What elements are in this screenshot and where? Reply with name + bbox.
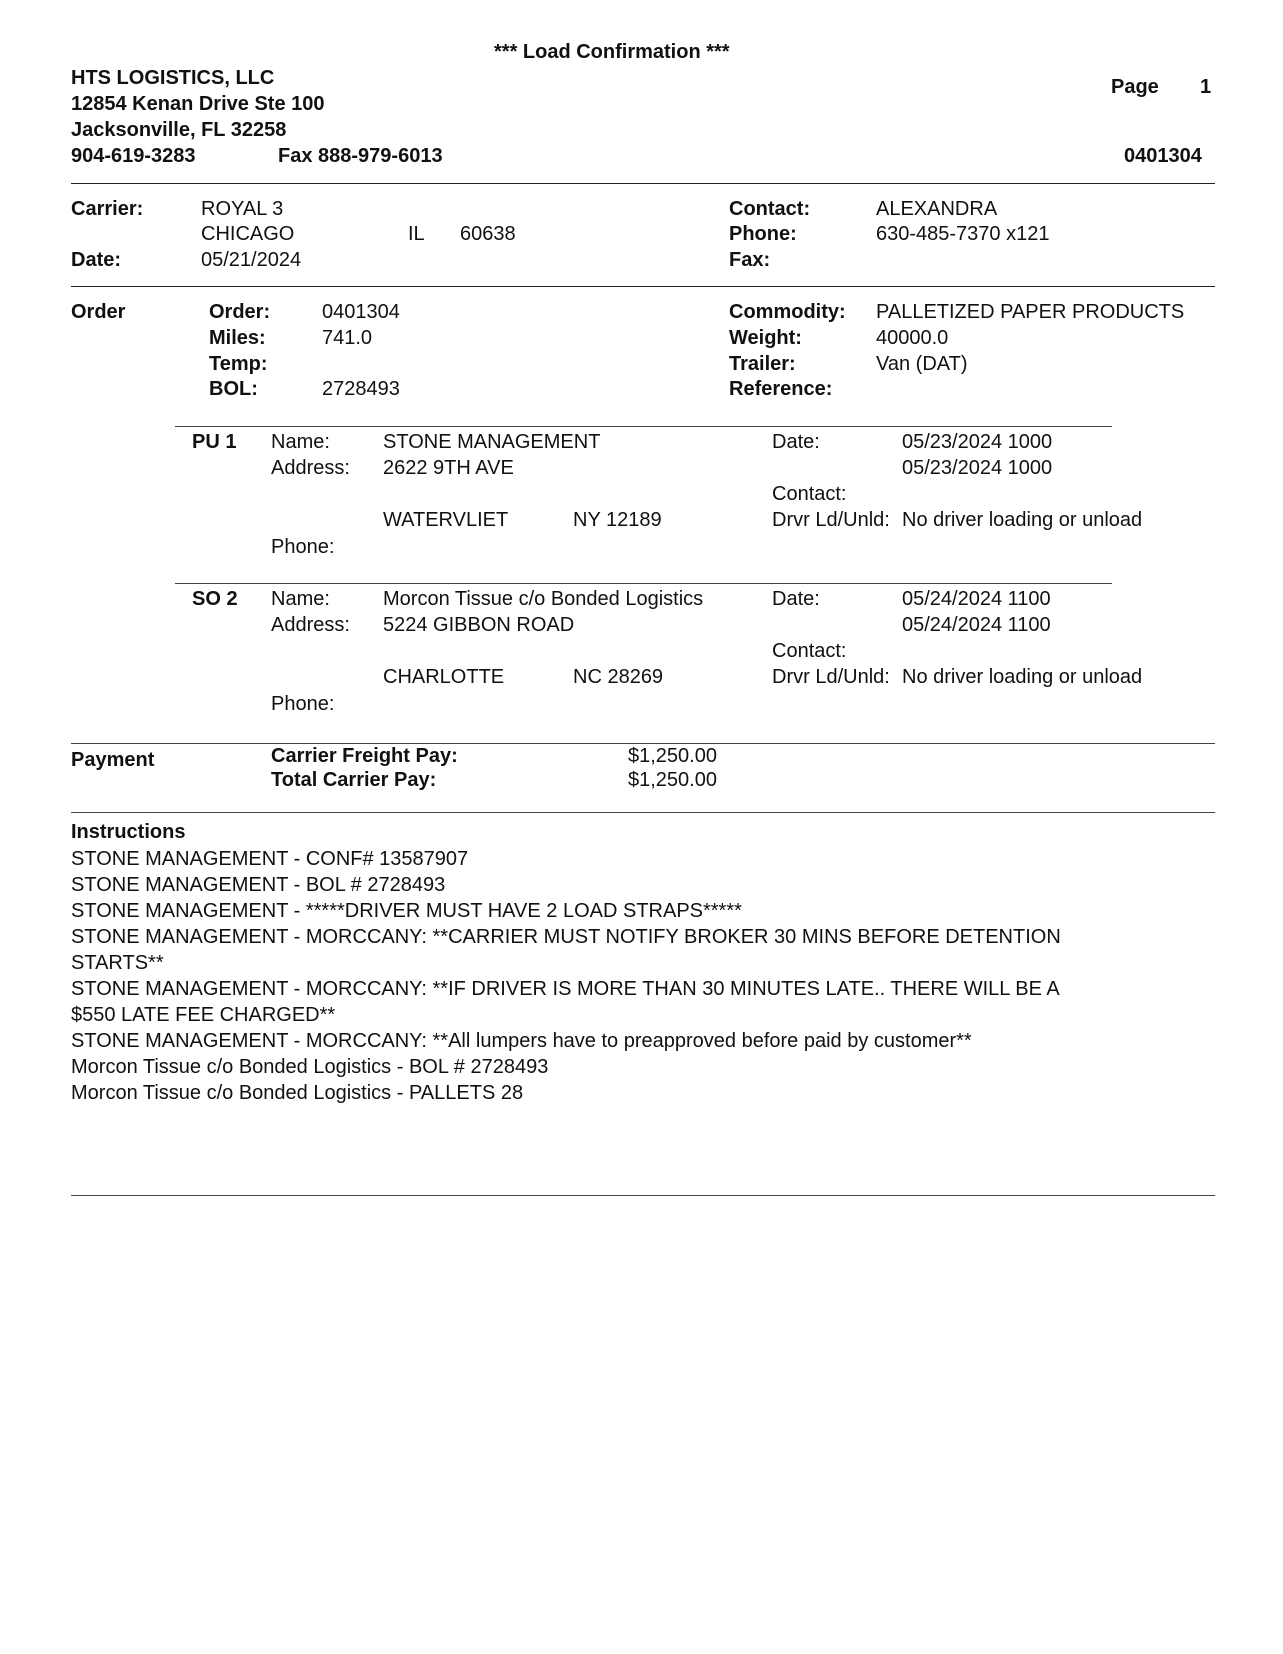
stop-state-zip: NC 28269	[573, 666, 664, 688]
stop-drvr-label: Drvr Ld/Unld:	[772, 509, 890, 531]
date-label: Date:	[71, 249, 122, 271]
stop-code: SO 2	[192, 588, 238, 610]
order-number: 0401304	[322, 301, 400, 323]
freight-pay-value: $1,250.00	[628, 745, 717, 767]
company-name: HTS LOGISTICS, LLC	[71, 67, 275, 89]
total-pay-label: Total Carrier Pay:	[271, 769, 437, 791]
phone-label: Phone:	[729, 223, 797, 245]
footer-divider	[71, 1195, 1215, 1196]
company-address-line2: Jacksonville, FL 32258	[71, 119, 287, 141]
freight-pay-label: Carrier Freight Pay:	[271, 745, 458, 767]
instructions-title: Instructions	[71, 821, 186, 843]
header-divider	[71, 183, 1215, 184]
stop-date-end: 05/24/2024 1100	[902, 614, 1051, 636]
instruction-line: STONE MANAGEMENT - MORCCANY: **IF DRIVER IS MORE THAN 30 MINUTES LATE.. THERE WILL BE A	[71, 978, 1060, 1000]
stop-date-start: 05/23/2024 1000	[902, 431, 1053, 453]
company-phone: 904-619-3283	[71, 145, 196, 167]
document-title: *** Load Confirmation ***	[494, 41, 730, 63]
stop-address-label: Address:	[271, 457, 350, 479]
stop-name-label: Name:	[271, 588, 330, 610]
carrier-city: CHICAGO	[201, 223, 295, 245]
stop-address: 2622 9TH AVE	[383, 457, 514, 479]
stop-code: PU 1	[192, 431, 237, 453]
commodity-label: Commodity:	[729, 301, 846, 323]
stop-date-end: 05/23/2024 1000	[902, 457, 1053, 479]
instruction-line: Morcon Tissue c/o Bonded Logistics - BOL # 2728493	[71, 1056, 549, 1078]
order-section-label: Order	[71, 301, 126, 323]
stop-date-start: 05/24/2024 1100	[902, 588, 1051, 610]
trailer-label: Trailer:	[729, 353, 796, 375]
carrier-divider	[71, 286, 1215, 287]
stop-address-label: Address:	[271, 614, 350, 636]
page-label: Page	[1111, 76, 1159, 98]
carrier-phone: 630-485-7370 x121	[876, 223, 1050, 245]
carrier-zip: 60638	[460, 223, 516, 245]
instructions-divider	[71, 812, 1215, 813]
stop-drvr-value: No driver loading or unload	[902, 666, 1143, 688]
instruction-line: STONE MANAGEMENT - CONF# 13587907	[71, 848, 469, 870]
carrier-name: ROYAL 3	[201, 198, 284, 220]
weight-value: 40000.0	[876, 327, 949, 349]
bol-value: 2728493	[322, 378, 400, 400]
miles-label: Miles:	[209, 327, 266, 349]
instruction-line: STONE MANAGEMENT - *****DRIVER MUST HAVE 2 LOAD STRAPS*****	[71, 900, 742, 922]
commodity-value: PALLETIZED PAPER PRODUCTS	[876, 301, 1185, 323]
contact-label: Contact:	[729, 198, 811, 220]
stop-date-label: Date:	[772, 588, 820, 610]
carrier-contact: ALEXANDRA	[876, 198, 998, 220]
stop-name: Morcon Tissue c/o Bonded Logistics	[383, 588, 704, 610]
stop-city: CHARLOTTE	[383, 666, 505, 688]
stop-state-zip: NY 12189	[573, 509, 662, 531]
instruction-line: STONE MANAGEMENT - MORCCANY: **All lumpers have to preapproved before paid by customer**	[71, 1030, 972, 1052]
carrier-state: IL	[408, 223, 425, 245]
instructions-list	[71, 846, 1061, 1106]
temp-label: Temp:	[209, 353, 268, 375]
stop-drvr-label: Drvr Ld/Unld:	[772, 666, 890, 688]
instruction-line: STARTS**	[71, 952, 164, 974]
stop-date-label: Date:	[772, 431, 820, 453]
stop-contact-label: Contact:	[772, 640, 847, 662]
trailer-value: Van (DAT)	[876, 353, 968, 375]
stop-address: 5224 GIBBON ROAD	[383, 614, 575, 636]
load-number: 0401304	[1124, 145, 1202, 167]
page-number: 1	[1200, 76, 1212, 98]
stop-name-label: Name:	[271, 431, 330, 453]
stop-contact-label: Contact:	[772, 483, 847, 505]
stop-drvr-value: No driver loading or unload	[902, 509, 1143, 531]
stop-divider	[175, 583, 1112, 584]
instruction-line: STONE MANAGEMENT - BOL # 2728493	[71, 874, 446, 896]
instruction-line: Morcon Tissue c/o Bonded Logistics - PALLETS 28	[71, 1082, 524, 1104]
bol-label: BOL:	[209, 378, 258, 400]
carrier-label: Carrier:	[71, 198, 144, 220]
miles-value: 741.0	[322, 327, 373, 349]
reference-label: Reference:	[729, 378, 833, 400]
stop-city: WATERVLIET	[383, 509, 509, 531]
instruction-line: STONE MANAGEMENT - MORCCANY: **CARRIER MUST NOTIFY BROKER 30 MINS BEFORE DETENTION	[71, 926, 1061, 948]
weight-label: Weight:	[729, 327, 802, 349]
company-address-line1: 12854 Kenan Drive Ste 100	[71, 93, 325, 115]
confirmation-date: 05/21/2024	[201, 249, 302, 271]
payment-section-label: Payment	[71, 749, 155, 771]
company-fax: Fax 888-979-6013	[278, 145, 443, 167]
stop-phone-label: Phone:	[271, 693, 335, 715]
total-pay-value: $1,250.00	[628, 769, 717, 791]
order-label: Order:	[209, 301, 271, 323]
fax-label: Fax:	[729, 249, 771, 271]
stop-divider	[175, 426, 1112, 427]
stop-name: STONE MANAGEMENT	[383, 431, 601, 453]
stop-phone-label: Phone:	[271, 536, 335, 558]
instruction-line: $550 LATE FEE CHARGED**	[71, 1004, 336, 1026]
